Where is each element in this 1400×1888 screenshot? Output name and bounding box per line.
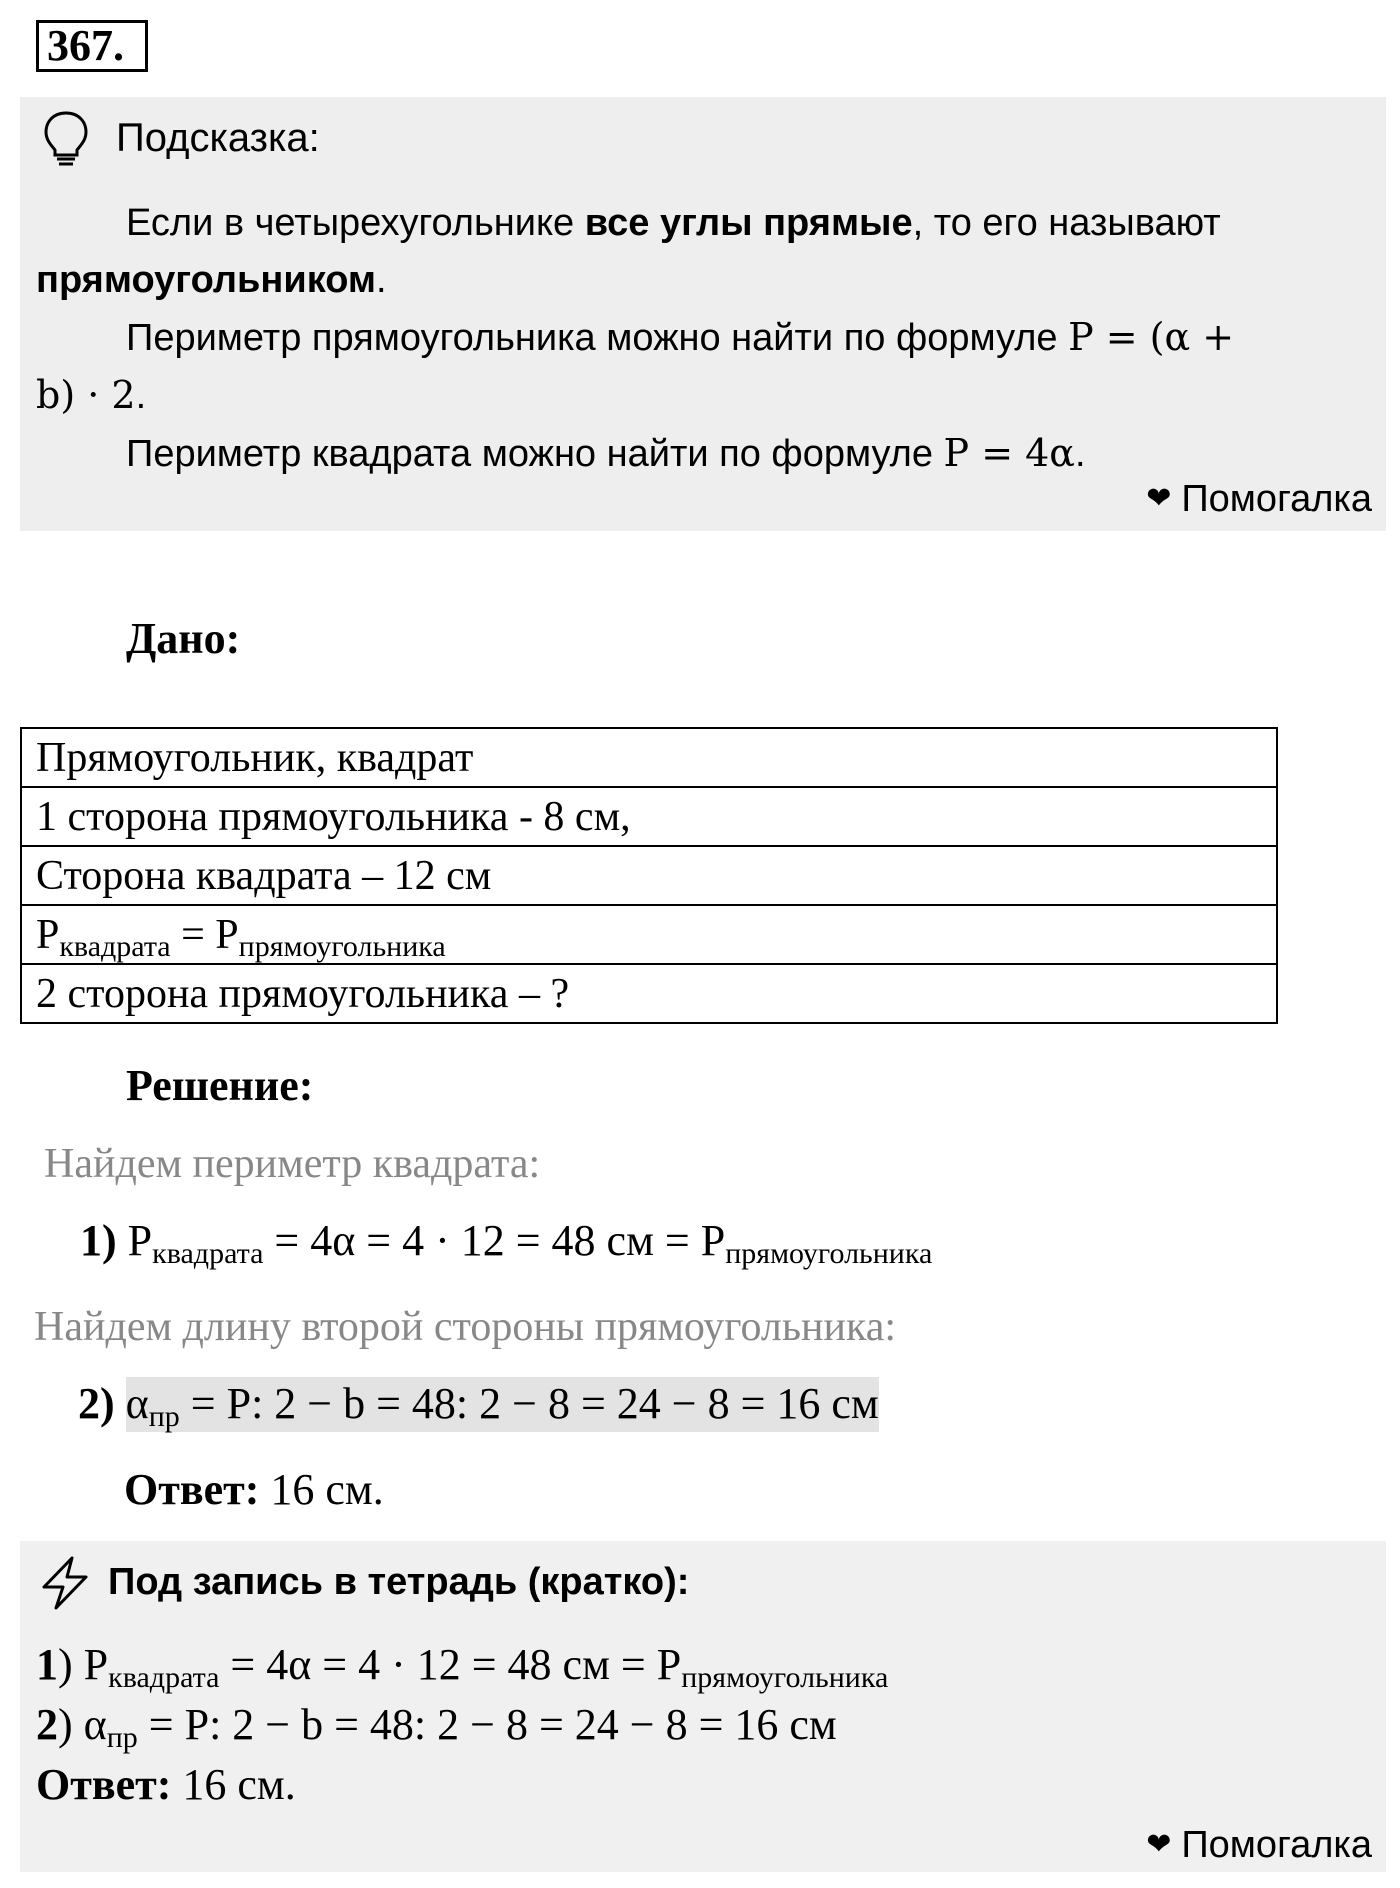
lightbulb-icon (40, 109, 92, 169)
given-table (20, 727, 1278, 1024)
notes-line-2: 2) $\alpha_{пр} = P$: 2 − b = 48: 2 − 8 = 24 − 8 = 16 см (36, 1700, 837, 1754)
step1-formula: 1) $P_{квадрата} = 4\alpha = 4 \cdot 12 = 48$ см = $P_{прямоугольника}$ (80, 1216, 933, 1270)
step2-formula: 2) $\alpha_{пр} = P$: 2 − b = 48: 2 − 8 = 24 − 8 = 16 см (78, 1379, 879, 1433)
solution-title: Решение: (126, 1061, 314, 1110)
table-row: $P_{квадрата} = P_{прямоугольника}$ (21, 905, 1277, 964)
table-row: 2 сторона прямоугольника – ? (21, 964, 1277, 1023)
brand-label: ❤ Помогалка (1146, 1821, 1372, 1869)
hint-panel (20, 97, 1386, 531)
hint-text: Если в четырехугольнике все углы прямые, то его называют прямоугольником. Периметр прямоугольника можно найти по формуле P = (α + b) · 2. Периметр квадрата можно найти по формуле P = 4α. (36, 202, 1235, 475)
heart-icon: ❤ (1146, 1828, 1172, 1861)
step2-caption: Найдем длину второй стороны прямоугольника: (34, 1304, 897, 1350)
brand-label: ❤ Помогалка (1146, 475, 1372, 523)
table-row: Сторона квадрата – 12 см (21, 846, 1277, 905)
heart-icon: ❤ (1146, 482, 1172, 515)
hint-title: Подсказка: (116, 116, 320, 160)
lightning-icon (38, 1555, 92, 1611)
table-row: Прямоугольник, квадрат (21, 728, 1277, 787)
table-row: 1 сторона прямоугольника - 8 см, (21, 787, 1277, 846)
answer: Ответ: 16 см. (124, 1465, 384, 1514)
step1-caption: Найдем периметр квадрата: (44, 1141, 541, 1187)
notes-line-1: 1) $P_{квадрата} = 4\alpha = 4 \cdot 12 = 48$ см = $P_{прямоугольника}$ (36, 1640, 889, 1694)
notes-panel (20, 1541, 1386, 1872)
task-number: 367. (36, 20, 148, 72)
notes-answer: Ответ: 16 см. (36, 1760, 296, 1809)
notes-title: Под запись в тетрадь (кратко): (108, 1561, 690, 1603)
given-title: Дано: (126, 614, 241, 663)
